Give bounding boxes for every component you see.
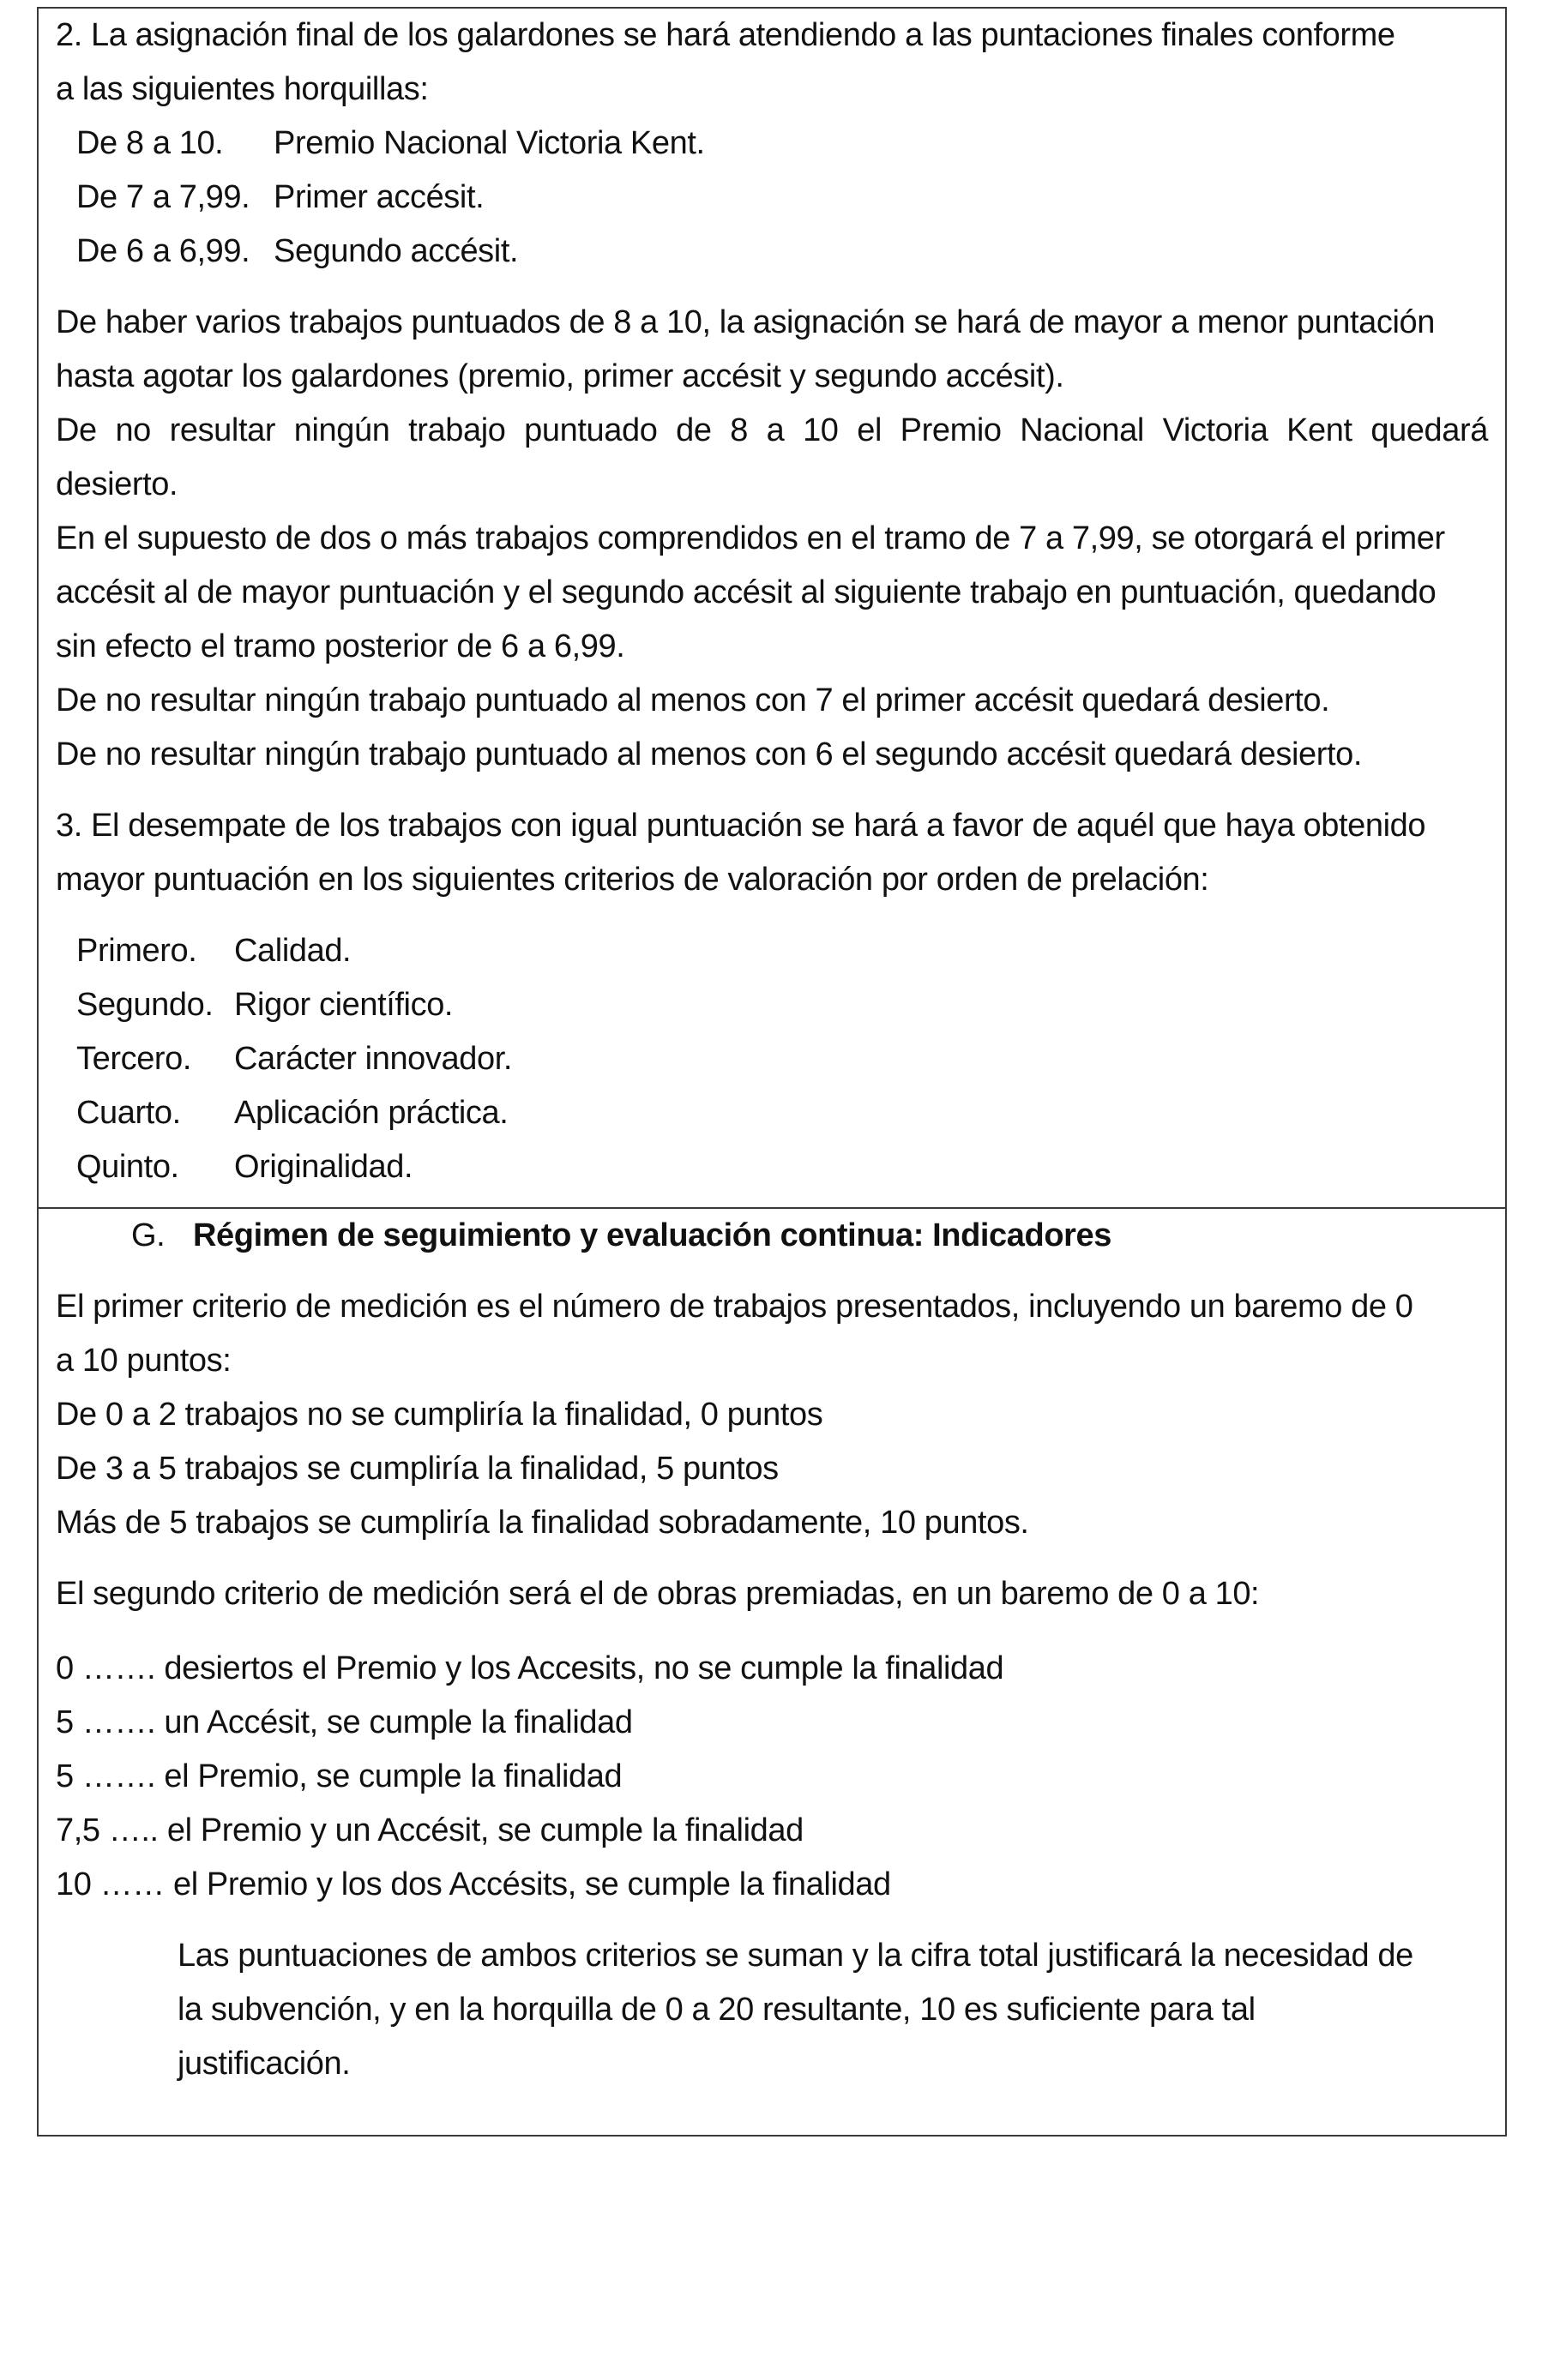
conclusion-paragraph bbox=[56, 1929, 1488, 2091]
paragraph-line: desierto. bbox=[56, 466, 178, 502]
conclusion-line: justificación. bbox=[178, 2046, 351, 2082]
range-award: Segundo accésit. bbox=[274, 233, 519, 269]
criterion-row bbox=[56, 1032, 1488, 1086]
item-2-intro bbox=[56, 9, 1488, 117]
section-title: Régimen de seguimiento y evaluación continua: Indicadores bbox=[193, 1217, 1111, 1253]
criterion-2-scale-line: 10 …… el Premio y los dos Accésits, se cumple la finalidad bbox=[56, 1866, 891, 1902]
criterion-2-scale-line: 5 ……. el Premio, se cumple la finalidad bbox=[56, 1758, 623, 1794]
item-2-intro-line: a las siguientes horquillas: bbox=[56, 71, 429, 107]
criterion-name: Calidad. bbox=[234, 933, 352, 969]
criterion-1-scale-line: De 3 a 5 trabajos se cumpliría la finalidad, 5 puntos bbox=[56, 1451, 779, 1487]
item-3-intro-line: 3. El desempate de los trabajos con igual puntuación se hará a favor de aquél que haya obtenido bbox=[56, 808, 1426, 844]
paragraph-prize-deserted bbox=[56, 404, 1488, 512]
criterion-row bbox=[56, 924, 1488, 978]
criterion-1-scale-line: Más de 5 trabajos se cumpliría la finalidad sobradamente, 10 puntos. bbox=[56, 1505, 1029, 1541]
section-letter: G. bbox=[131, 1217, 166, 1253]
paragraph-line: hasta agotar los galardones (premio, primer accésit y segundo accésit). bbox=[56, 358, 1064, 394]
criterion-2-scale-line: 5 ……. un Accésit, se cumple la finalidad bbox=[56, 1704, 633, 1740]
range-row bbox=[56, 225, 1488, 279]
item-3-intro-line: mayor puntuación en los siguientes criterios de valoración por orden de prelación: bbox=[56, 862, 1209, 898]
document-table bbox=[37, 7, 1507, 2137]
criterion-1-scale-line: De 0 a 2 trabajos no se cumpliría la finalidad, 0 puntos bbox=[56, 1397, 823, 1433]
criterion-row bbox=[56, 1140, 1488, 1194]
paragraph-line: sin efecto el tramo posterior de 6 a 6,99. bbox=[56, 628, 625, 664]
awards-cell bbox=[37, 7, 1507, 1209]
range-row bbox=[56, 117, 1488, 171]
criterion-order: Primero. bbox=[76, 933, 197, 969]
criterion-order: Cuarto. bbox=[76, 1095, 181, 1131]
range-award: Premio Nacional Victoria Kent. bbox=[274, 125, 705, 161]
criterion-row bbox=[56, 978, 1488, 1032]
criterion-1-intro-line: El primer criterio de medición es el número de trabajos presentados, incluyendo un baremo de 0 bbox=[56, 1289, 1413, 1325]
range-row bbox=[56, 171, 1488, 225]
item-3-intro bbox=[56, 799, 1488, 907]
section-g-heading bbox=[56, 1209, 1488, 1263]
paragraph-first-accesit-deserted: De no resultar ningún trabajo puntuado al menos con 7 el primer accésit quedará desierto. bbox=[56, 682, 1330, 718]
criterion-order: Quinto. bbox=[76, 1149, 179, 1185]
criterion-order: Segundo. bbox=[76, 987, 214, 1023]
paragraph-second-accesit-deserted: De no resultar ningún trabajo puntuado al menos con 6 el segundo accésit quedará desierto. bbox=[56, 736, 1363, 772]
paragraph-line: De no resultar ningún trabajo puntuado de 8 a 10 el Premio Nacional Victoria Kent quedará bbox=[56, 412, 1488, 448]
criterion-1-intro-line: a 10 puntos: bbox=[56, 1343, 232, 1379]
criterion-1-intro bbox=[56, 1280, 1488, 1388]
criterion-row bbox=[56, 1086, 1488, 1140]
range-value: De 6 a 6,99. bbox=[76, 233, 250, 269]
paragraph-multiple-works bbox=[56, 296, 1488, 404]
range-value: De 8 a 10. bbox=[76, 125, 224, 161]
criterion-2-scale-line: 7,5 ….. el Premio y un Accésit, se cumple la finalidad bbox=[56, 1812, 804, 1848]
item-2-intro-line: 2. La asignación final de los galardones se hará atendiendo a las puntaciones finales conforme bbox=[56, 17, 1395, 53]
criterion-name: Carácter innovador. bbox=[234, 1041, 513, 1077]
paragraph-line: accésit al de mayor puntuación y el segundo accésit al siguiente trabajo en puntuación, quedando bbox=[56, 574, 1437, 610]
range-award: Primer accésit. bbox=[274, 179, 485, 215]
conclusion-line: Las puntuaciones de ambos criterios se suman y la cifra total justificará la necesidad de bbox=[178, 1938, 1413, 1974]
conclusion-line: la subvención, y en la horquilla de 0 a 20 resultante, 10 es suficiente para tal bbox=[178, 1992, 1256, 2028]
paragraph-line: De haber varios trabajos puntuados de 8 a 10, la asignación se hará de mayor a menor puntación bbox=[56, 304, 1435, 340]
criterion-name: Aplicación práctica. bbox=[234, 1095, 509, 1131]
criterion-2-scale-line: 0 ……. desiertos el Premio y los Accesits, no se cumple la finalidad bbox=[56, 1650, 1004, 1686]
range-value: De 7 a 7,99. bbox=[76, 179, 250, 215]
criterion-2-scale bbox=[56, 1642, 1488, 1912]
criterion-order: Tercero. bbox=[76, 1041, 192, 1077]
tiebreak-criteria bbox=[56, 924, 1488, 1194]
indicators-cell bbox=[37, 1209, 1507, 2137]
paragraph-range-7 bbox=[56, 512, 1488, 674]
criterion-name: Originalidad. bbox=[234, 1149, 413, 1185]
award-ranges bbox=[56, 117, 1488, 279]
criterion-2-intro: El segundo criterio de medición será el de obras premiadas, en un baremo de 0 a 10: bbox=[56, 1576, 1260, 1612]
criterion-name: Rigor científico. bbox=[234, 987, 454, 1023]
paragraph-line: En el supuesto de dos o más trabajos comprendidos en el tramo de 7 a 7,99, se otorgará el primer bbox=[56, 520, 1445, 556]
